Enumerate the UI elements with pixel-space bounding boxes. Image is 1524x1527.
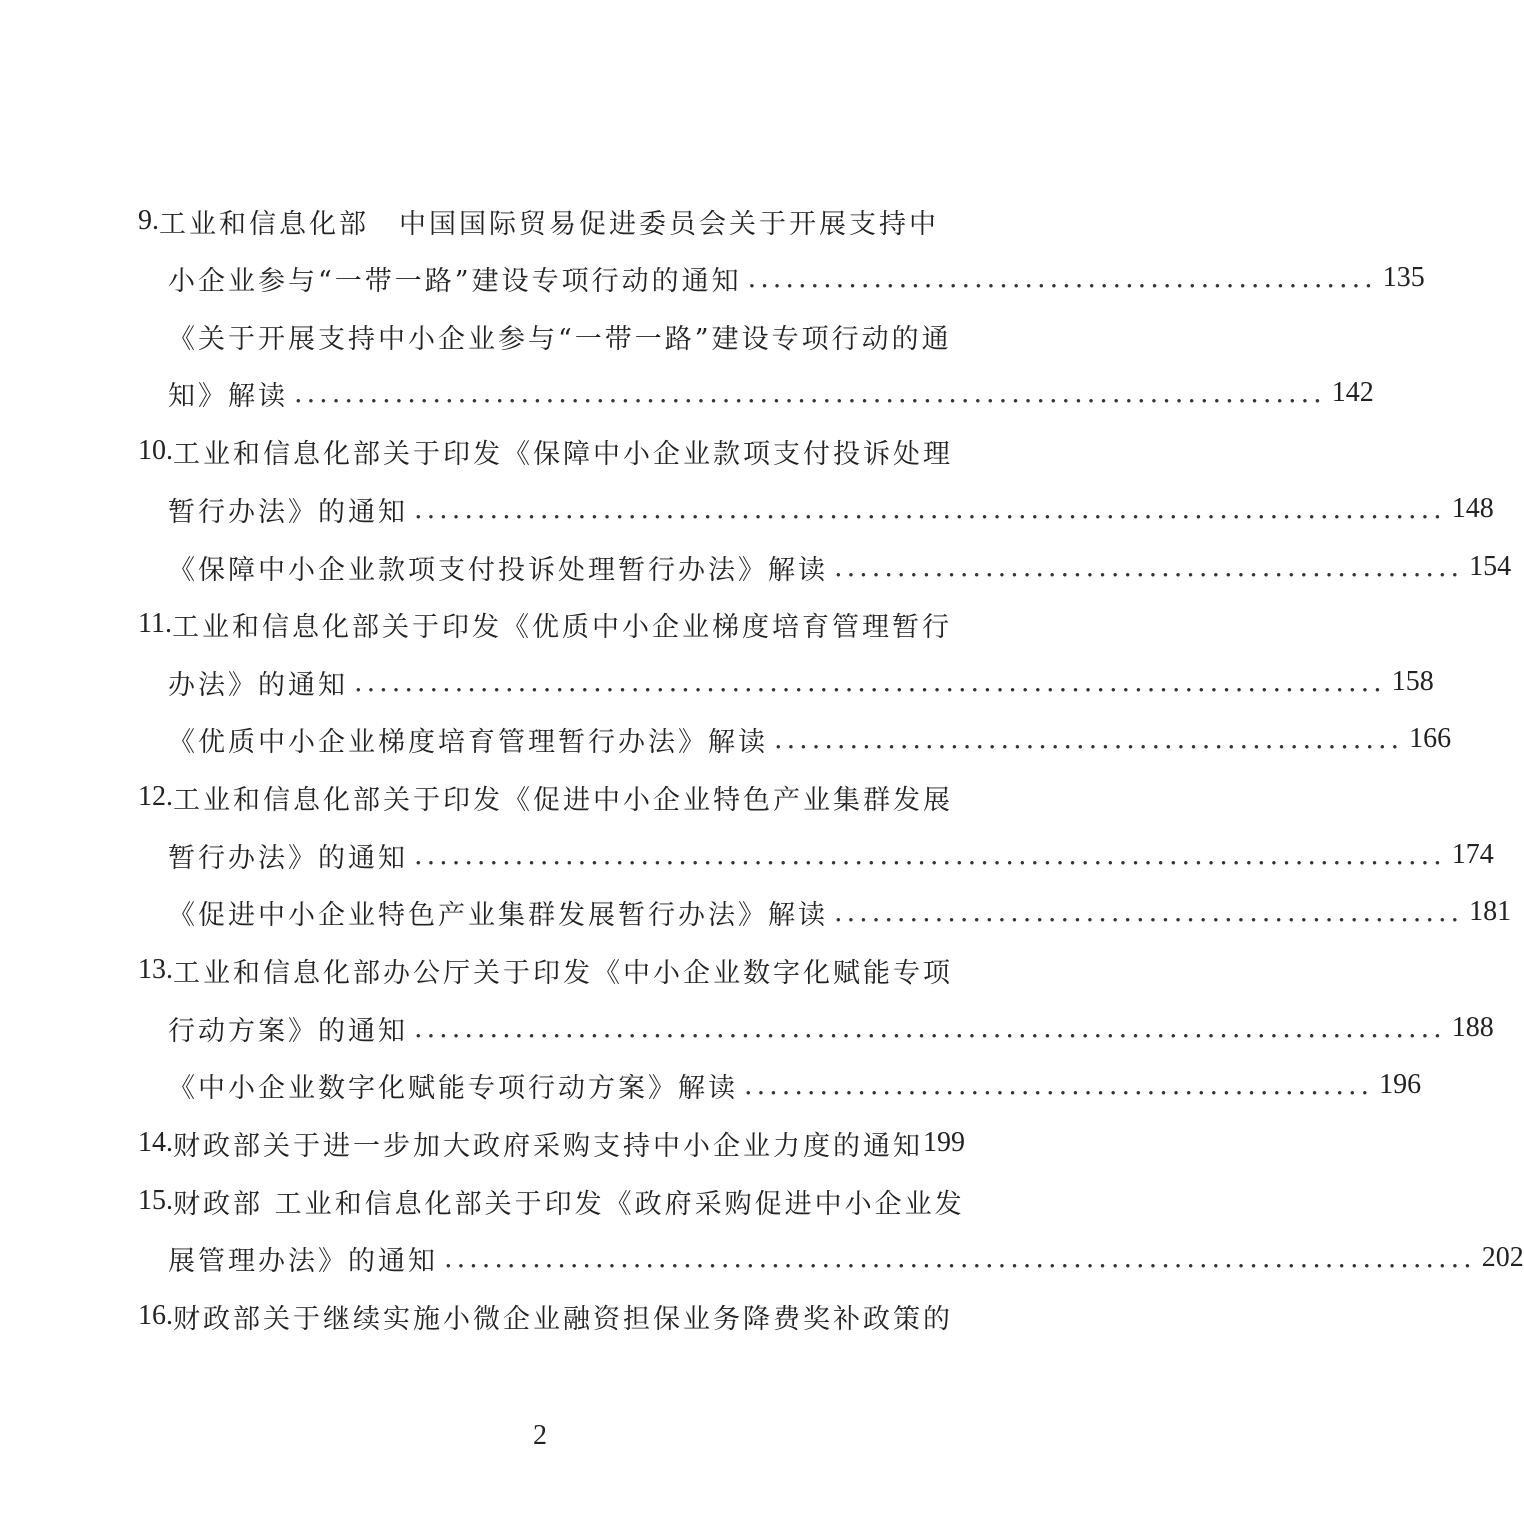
toc-entry-10-line-1 bbox=[138, 422, 953, 480]
toc-page-number: 148 bbox=[1451, 493, 1494, 524]
toc-entry-title: 小企业参与“一带一路”建设专项行动的通知 bbox=[168, 265, 742, 297]
toc-entry-number: 9. bbox=[138, 205, 159, 236]
toc-page-number: 142 bbox=[1331, 377, 1374, 408]
toc-entry-15-line-1 bbox=[138, 1172, 965, 1230]
toc-entry-9-line-1 bbox=[138, 192, 940, 250]
toc-entry-10-reading bbox=[168, 538, 1512, 596]
toc-entry-9-reading-line-2 bbox=[168, 364, 1374, 422]
toc-entry-13-line-1 bbox=[138, 941, 953, 999]
toc-entry-14 bbox=[138, 1114, 965, 1172]
toc-leader-dots: .................................................................................. bbox=[414, 493, 1446, 525]
toc-page-number: 135 bbox=[1382, 262, 1425, 293]
toc-leader-dots: .................................................................................. bbox=[354, 666, 1386, 698]
toc-entry-12-line-1 bbox=[138, 768, 953, 826]
toc-entry-title: 《保障中小企业款项支付投诉处理暂行办法》解读 bbox=[168, 554, 828, 586]
toc-leader-dots: .................................................................................. bbox=[414, 1012, 1446, 1044]
toc-leader-dots: .................................................................................. bbox=[444, 1242, 1476, 1274]
toc-entry-title: 工业和信息化部办公厅关于印发《中小企业数字化赋能专项 bbox=[173, 957, 953, 989]
toc-entry-number: 11. bbox=[138, 608, 172, 639]
toc-entry-title: 工业和信息化部关于印发《优质中小企业梯度培育管理暂行 bbox=[171, 611, 952, 643]
toc-entry-title: 行动方案》的通知 bbox=[168, 1015, 408, 1047]
toc-entry-11-line-1 bbox=[138, 595, 952, 653]
toc-entry-number: 15. bbox=[138, 1185, 173, 1216]
toc-entry-title: 知》解读 bbox=[168, 380, 288, 412]
toc-entry-9-reading-line-1 bbox=[168, 307, 952, 365]
toc-entry-number: 13. bbox=[138, 954, 173, 985]
toc-entry-9-line-2 bbox=[168, 249, 1425, 307]
toc-leader-dots: .................................................. bbox=[834, 896, 1464, 928]
toc-entry-title: 财政部 工业和信息化部关于印发《政府采购促进中小企业发 bbox=[173, 1188, 965, 1220]
toc-entry-13-reading bbox=[168, 1056, 1422, 1114]
toc-page-number: 188 bbox=[1451, 1012, 1494, 1043]
toc-entry-11-line-2 bbox=[168, 653, 1434, 711]
toc-entry-title: 暂行办法》的通知 bbox=[168, 496, 408, 528]
toc-leader-dots: .................................................. bbox=[747, 262, 1377, 294]
toc-entry-12-reading bbox=[168, 883, 1512, 941]
toc-entry-title: 《促进中小企业特色产业集群发展暂行办法》解读 bbox=[168, 899, 828, 931]
toc-page-number: 202 bbox=[1481, 1242, 1524, 1273]
toc-entry-title: 《优质中小企业梯度培育管理暂行办法》解读 bbox=[168, 726, 768, 758]
toc-entry-16-line-1 bbox=[138, 1287, 953, 1345]
toc-entry-title: 《中小企业数字化赋能专项行动方案》解读 bbox=[168, 1072, 738, 1104]
toc-entry-number: 10. bbox=[138, 435, 173, 466]
toc-page-number: 154 bbox=[1469, 551, 1512, 582]
toc-entry-title: 工业和信息化部 中国国际贸易促进委员会关于开展支持中 bbox=[159, 208, 939, 240]
toc-entry-title: 办法》的通知 bbox=[168, 669, 348, 701]
toc-page-number: 166 bbox=[1409, 723, 1452, 754]
toc-page-number: 181 bbox=[1469, 896, 1512, 927]
toc-leader-dots: .................................................................................. bbox=[294, 377, 1326, 409]
toc-entry-11-reading bbox=[168, 710, 1452, 768]
toc-entry-title: 暂行办法》的通知 bbox=[168, 842, 408, 874]
toc-page-number: 174 bbox=[1451, 839, 1494, 870]
toc-leader-dots: .................................................. bbox=[774, 723, 1404, 755]
toc-page-number: 196 bbox=[1379, 1069, 1422, 1100]
toc-entry-15-line-2 bbox=[168, 1229, 1524, 1287]
toc-entry-title: 展管理办法》的通知 bbox=[168, 1245, 438, 1277]
toc-entry-number: 16. bbox=[138, 1300, 173, 1331]
toc-page-number: 158 bbox=[1391, 666, 1434, 697]
toc-entry-13-line-2 bbox=[168, 999, 1494, 1057]
toc-entry-title: 工业和信息化部关于印发《促进中小企业特色产业集群发展 bbox=[173, 784, 953, 816]
toc-entry-title: 工业和信息化部关于印发《保障中小企业款项支付投诉处理 bbox=[173, 438, 953, 470]
toc-entry-title: 《关于开展支持中小企业参与“一带一路”建设专项行动的通 bbox=[168, 323, 952, 355]
toc-entry-title: 财政部关于继续实施小微企业融资担保业务降费奖补政策的 bbox=[173, 1303, 953, 1335]
toc-entry-10-line-2 bbox=[168, 480, 1494, 538]
toc-entry-12-line-2 bbox=[168, 826, 1494, 884]
toc-page-number: 199 bbox=[923, 1127, 965, 1158]
page-number-footer: 2 bbox=[533, 1420, 547, 1451]
toc-entry-number: 14. bbox=[138, 1127, 173, 1158]
toc-leader-dots: .................................................. bbox=[834, 551, 1464, 583]
toc-entry-title: 财政部关于进一步加大政府采购支持中小企业力度的通知 bbox=[173, 1130, 923, 1162]
toc-leader-dots: .................................................. bbox=[744, 1069, 1374, 1101]
toc-entry-number: 12. bbox=[138, 781, 173, 812]
toc-leader-dots: .................................................................................. bbox=[414, 839, 1446, 871]
